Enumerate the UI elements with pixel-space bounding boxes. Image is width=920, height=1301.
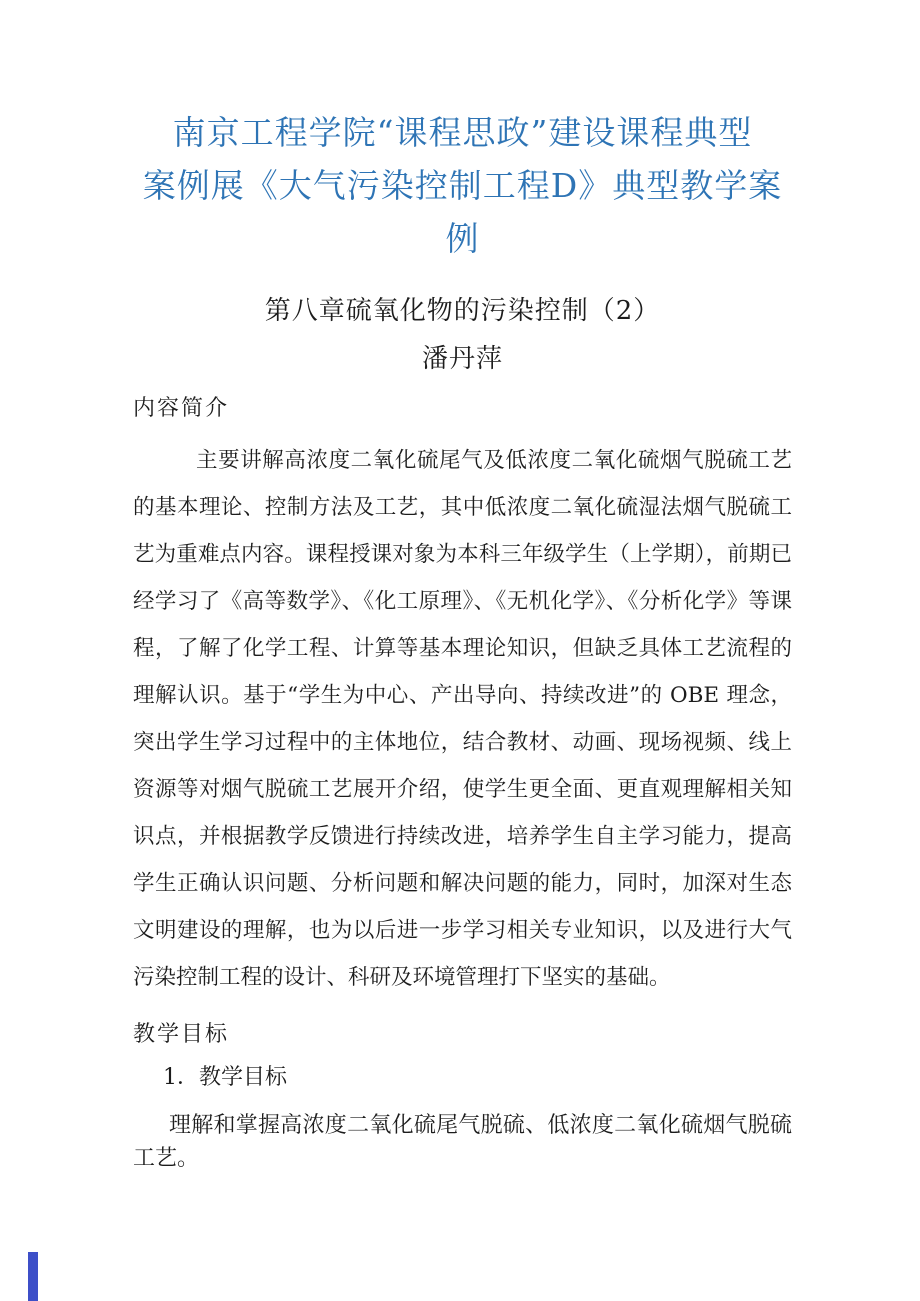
document-title [133,106,792,265]
title-line-3: 例 [445,219,480,258]
section-heading-content-intro: 内容简介 [133,396,230,421]
text-cursor-artifact [28,1252,38,1301]
chapter-heading: 第八章硫氧化物的污染控制（2） [264,296,661,326]
document-content [0,106,920,1175]
teaching-goals-paragraph: 理解和掌握高浓度二氧化硫尾气脱硫、低浓度二氧化硫烟气脱硫工艺。 [133,1113,792,1171]
content-intro-paragraph: 主要讲解高浓度二氧化硫尾气及低浓度二氧化硫烟气脱硫工艺的基本理论、控制方法及工艺，其中低浓度二氧化硫湿法烟气脱硫工艺为重难点内容。课程授课对象为本科三年级学生（上学期），前期已经学习了《高等数学》、《化工原理》、《无机化学》、《分析化学》等课程，了解了化学工程、计算等基本理论知识，但缺乏具体工艺流程的理解认识。基于“学生为中心、产出导向、持续改进”的 OBE 理念，突出学生学习过程中的主体地位，结合教材、动画、现场视频、线上资源等对烟气脱硫工艺展开介绍，使学生更全面、更直观理解相关知识点，并根据教学反馈进行持续改进，培养学生自主学习能力，提高学生正确认识问题、分析问题和解决问题的能力，同时，加深对生态文明建设的理解，也为以后进一步学习相关专业知识，以及进行大气污染控制工程的设计、科研及环境管理打下坚实的基础。 [133,448,792,990]
title-line-2: 案例展《大气污染控制工程D》典型教学案 [142,166,783,205]
author-name: 潘丹萍 [421,344,503,374]
section-heading-teaching-goals: 教学目标 [133,1022,230,1047]
teaching-goals-list-item: 1．教学目标 [163,1065,287,1090]
title-line-1: 南京工程学院“课程思政”建设课程典型 [172,113,753,152]
